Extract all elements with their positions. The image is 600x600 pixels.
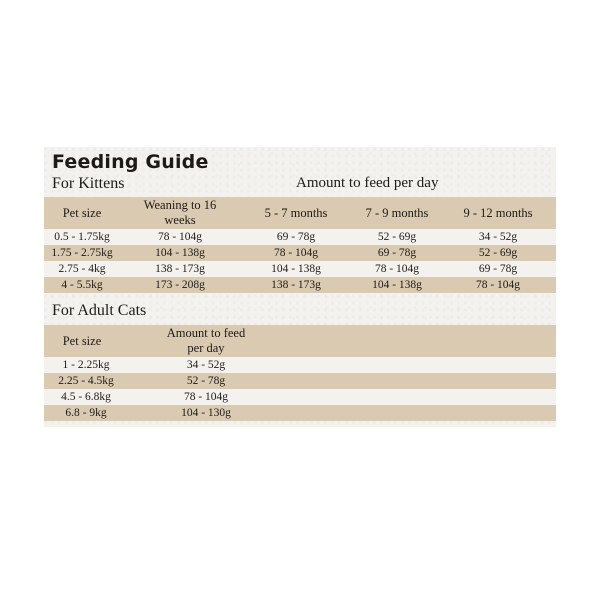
- amount-cell: 104 - 138g: [372, 279, 422, 291]
- amount-cell: 52 - 78g: [186, 375, 226, 387]
- table-row: [44, 277, 556, 293]
- amount-cell: 78 - 104g: [183, 391, 229, 403]
- table-row: [44, 405, 556, 421]
- feeding-guide-card: [44, 147, 556, 427]
- amount-cell: 69 - 78g: [377, 247, 417, 259]
- amount-cell: 34 - 52g: [478, 231, 518, 243]
- amount-per-day-heading: Amount to feed per day: [296, 175, 439, 191]
- table-row: [44, 261, 556, 277]
- amount-cell: 104 - 138g: [271, 263, 321, 275]
- pet-size-cell: 6.8 - 9kg: [65, 407, 107, 419]
- kittens-table: [44, 197, 556, 293]
- table-row: [44, 357, 556, 373]
- adults-col-pet-size: Pet size: [62, 333, 102, 348]
- kittens-col-5-7: 5 - 7 months: [264, 205, 328, 220]
- pet-size-cell: 1.75 - 2.75kg: [51, 247, 113, 259]
- kittens-heading: For Kittens: [52, 175, 125, 192]
- pet-size-cell: 1 - 2.25kg: [62, 359, 110, 371]
- amount-cell: 173 - 208g: [155, 279, 205, 291]
- amount-cell: 78 - 104g: [475, 279, 521, 291]
- amount-cell: 104 - 130g: [181, 407, 231, 419]
- table-row: [44, 373, 556, 389]
- table-row: [44, 389, 556, 405]
- adults-col-amount: Amount to feed per day: [166, 326, 246, 355]
- amount-cell: 78 - 104g: [157, 231, 203, 243]
- kittens-header-row: [44, 197, 556, 229]
- kittens-col-7-9: 7 - 9 months: [365, 205, 429, 220]
- adult-cats-table: [44, 325, 556, 421]
- pet-size-cell: 4.5 - 6.8kg: [61, 391, 111, 403]
- pet-size-cell: 0.5 - 1.75kg: [54, 231, 110, 243]
- pet-size-cell: 4 - 5.5kg: [61, 279, 103, 291]
- amount-cell: 34 - 52g: [186, 359, 226, 371]
- adult-cats-heading: For Adult Cats: [52, 302, 147, 319]
- amount-cell: 78 - 104g: [374, 263, 420, 275]
- kittens-col-9-12: 9 - 12 months: [463, 205, 533, 220]
- table-row: [44, 245, 556, 261]
- kittens-col-pet-size: Pet size: [62, 205, 102, 220]
- amount-cell: 104 - 138g: [155, 247, 205, 259]
- amount-cell: 69 - 78g: [478, 263, 518, 275]
- pet-size-cell: 2.25 - 4.5kg: [58, 375, 114, 387]
- amount-cell: 52 - 69g: [377, 231, 417, 243]
- pet-size-cell: 2.75 - 4kg: [58, 263, 106, 275]
- feeding-guide-title: Feeding Guide: [52, 151, 209, 173]
- adults-header-row: [44, 325, 556, 357]
- amount-cell: 52 - 69g: [478, 247, 518, 259]
- amount-cell: 138 - 173g: [155, 263, 205, 275]
- amount-cell: 78 - 104g: [273, 247, 319, 259]
- amount-cell: 138 - 173g: [271, 279, 321, 291]
- kittens-col-weaning: Weaning to 16 weeks: [143, 198, 217, 227]
- table-row: [44, 229, 556, 245]
- amount-cell: 69 - 78g: [276, 231, 316, 243]
